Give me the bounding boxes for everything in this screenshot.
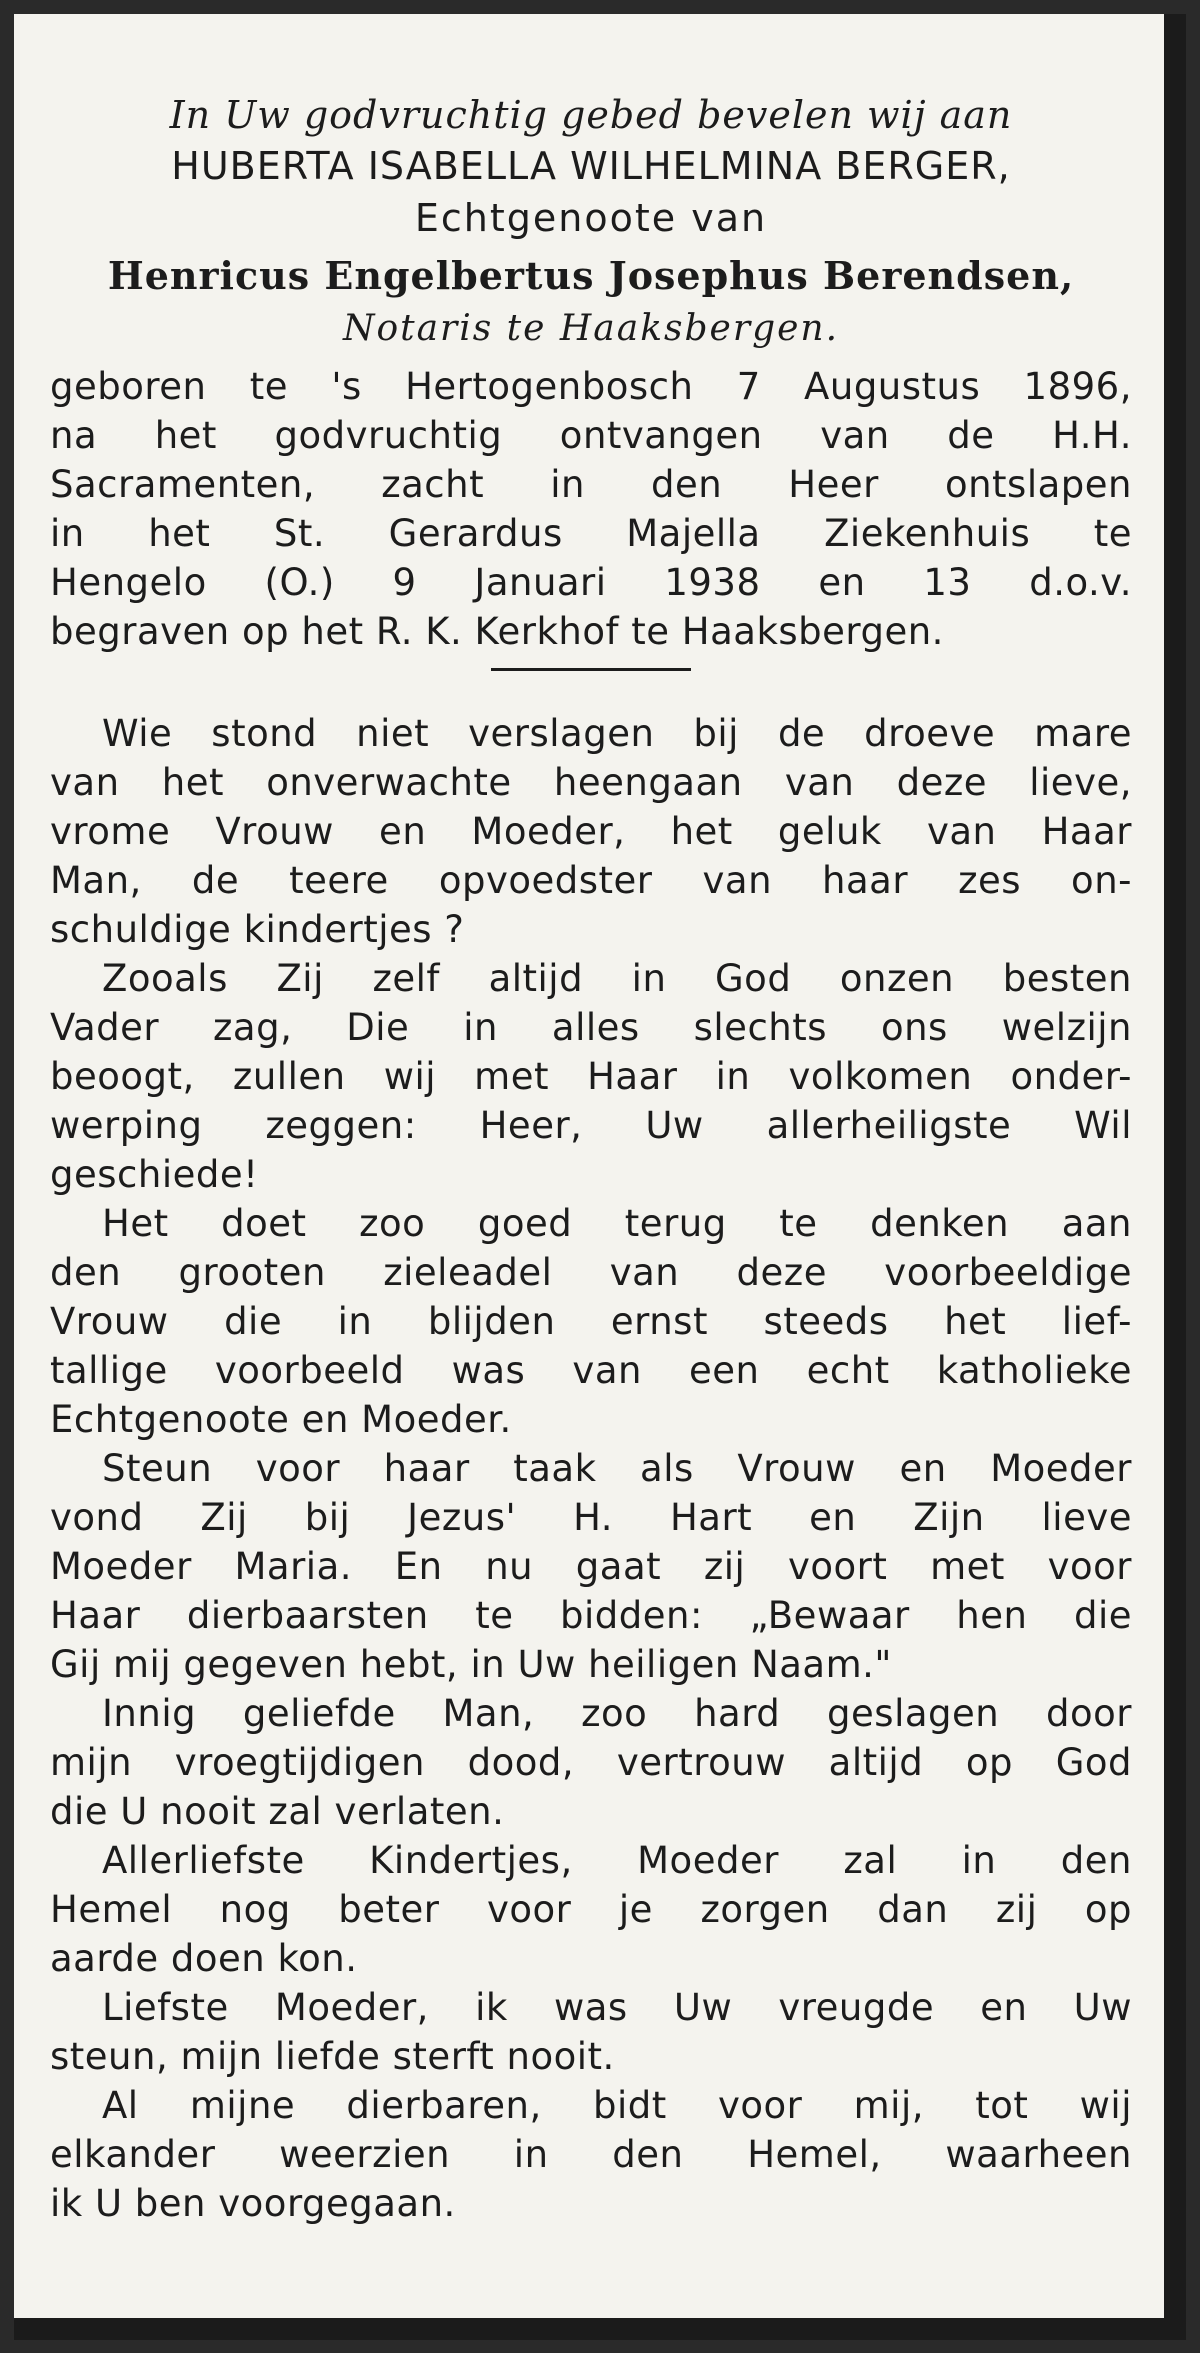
detail-line: geboren te 's Hertogenbosch 7 Augustus 1896, bbox=[50, 365, 1132, 408]
text-line: elkander weerzien in den Hemel, waarheen bbox=[50, 2133, 1132, 2176]
memorial-card bbox=[14, 14, 1186, 2340]
text-line: Steun voor haar taak als Vrouw en Moeder bbox=[102, 1447, 1132, 1490]
memorial-text bbox=[50, 709, 1132, 2228]
text-line: Moeder Maria. En nu gaat zij voort met voor bbox=[50, 1545, 1132, 1588]
text-line: den grooten zieleadel van deze voorbeeldige bbox=[50, 1251, 1132, 1294]
text-line: werping zeggen: Heer, Uw allerheiligste Wil bbox=[50, 1104, 1132, 1147]
spouse-intro: Echtgenoote van bbox=[414, 196, 768, 240]
detail-line: Sacramenten, zacht in den Heer ontslapen bbox=[50, 463, 1132, 506]
text-line: steun, mijn liefde sterft nooit. bbox=[50, 2035, 615, 2078]
text-line: vrome Vrouw en Moeder, het geluk van Haar bbox=[50, 810, 1132, 853]
deceased-name: HUBERTA ISABELLA WILHELMINA BERGER, bbox=[171, 144, 1011, 188]
life-details bbox=[50, 362, 1132, 656]
detail-line: Hengelo (O.) 9 Januari 1938 en 13 d.o.v. bbox=[50, 561, 1132, 604]
text-line: Hemel nog beter voor je zorgen dan zij op bbox=[50, 1888, 1132, 1931]
text-line: Wie stond niet verslagen bij de droeve mare bbox=[102, 712, 1132, 755]
text-line: Innig geliefde Man, zoo hard geslagen door bbox=[102, 1692, 1132, 1735]
detail-line: in het St. Gerardus Majella Ziekenhuis te bbox=[50, 512, 1132, 555]
card-content bbox=[14, 14, 1164, 2318]
text-line: Allerliefste Kindertjes, Moeder zal in den bbox=[102, 1839, 1132, 1882]
text-line: geschiede! bbox=[50, 1153, 259, 1196]
detail-line: na het godvruchtig ontvangen van de H.H. bbox=[50, 414, 1132, 457]
intro-line: In Uw godvruchtig gebed bevelen wij aan bbox=[169, 93, 1013, 137]
text-line: beoogt, zullen wij met Haar in volkomen onder- bbox=[50, 1055, 1132, 1098]
text-line: Man, de teere opvoedster van haar zes on- bbox=[50, 859, 1132, 902]
text-line: Haar dierbaarsten te bidden: „Bewaar hen die bbox=[50, 1594, 1132, 1637]
text-line: aarde doen kon. bbox=[50, 1937, 358, 1980]
text-line: Het doet zoo goed terug te denken aan bbox=[102, 1202, 1132, 1245]
divider bbox=[491, 668, 691, 671]
text-line: Vader zag, Die in alles slechts ons welzijn bbox=[50, 1006, 1132, 1049]
text-line: Vrouw die in blijden ernst steeds het lief- bbox=[50, 1300, 1132, 1343]
text-line: Zooals Zij zelf altijd in God onzen besten bbox=[102, 957, 1132, 1000]
text-line: vond Zij bij Jezus' H. Hart en Zijn lieve bbox=[50, 1496, 1132, 1539]
text-line: van het onverwachte heengaan van deze lieve, bbox=[50, 761, 1132, 804]
text-line: Echtgenoote en Moeder. bbox=[50, 1398, 512, 1441]
text-line: ik U ben voorgegaan. bbox=[50, 2182, 456, 2225]
text-line: schuldige kindertjes ? bbox=[50, 908, 465, 951]
text-line: tallige voorbeeld was van een echt katholieke bbox=[50, 1349, 1132, 1392]
text-line: Liefste Moeder, ik was Uw vreugde en Uw bbox=[102, 1986, 1132, 2029]
text-line: mijn vroegtijdigen dood, vertrouw altijd op God bbox=[50, 1741, 1132, 1784]
spouse-name: Henricus Engelbertus Josephus Berendsen, bbox=[107, 253, 1075, 298]
text-line: Gij mij gegeven hebt, in Uw heiligen Naam." bbox=[50, 1643, 892, 1686]
detail-line: begraven op het R. K. Kerkhof te Haaksbergen. bbox=[50, 610, 944, 653]
text-line: die U nooit zal verlaten. bbox=[50, 1790, 505, 1833]
text-line: Al mijne dierbaren, bidt voor mij, tot wij bbox=[102, 2084, 1132, 2127]
spouse-profession: Notaris te Haaksbergen. bbox=[342, 308, 840, 349]
